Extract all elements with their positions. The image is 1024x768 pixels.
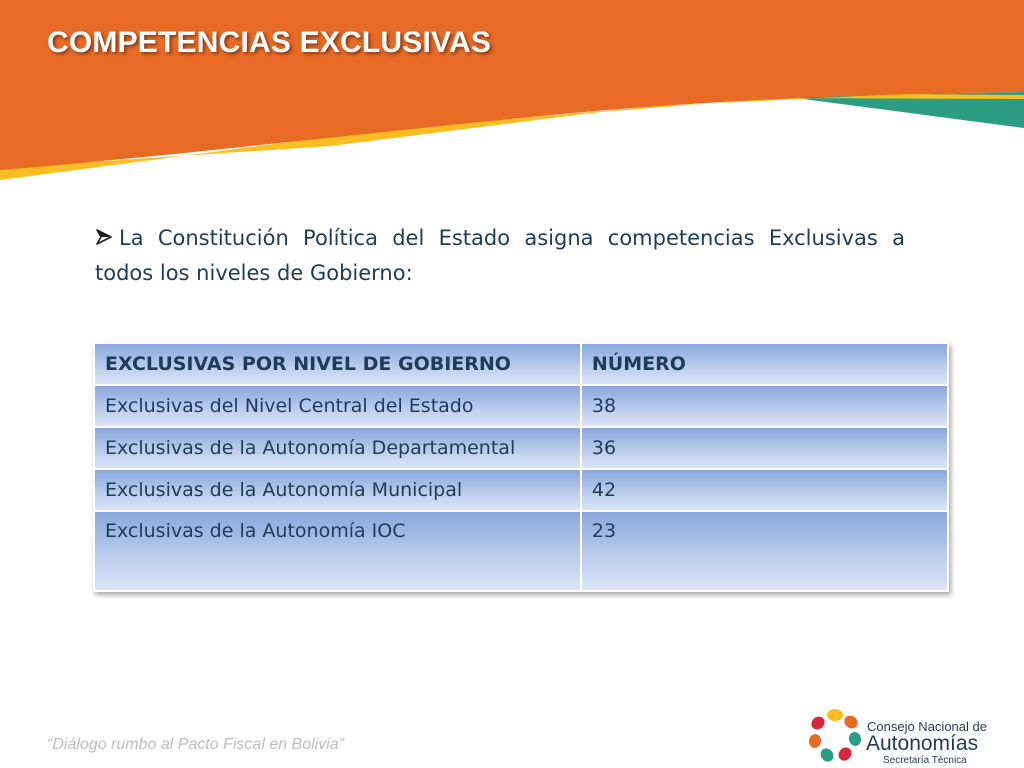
table-row (94, 469, 948, 511)
row-label: Exclusivas de la Autonomía IOC (94, 511, 581, 591)
table-header-row (94, 343, 948, 385)
table-row (94, 427, 948, 469)
row-value: 42 (581, 469, 948, 511)
table-row (94, 511, 948, 591)
row-value: 38 (581, 385, 948, 427)
slide-title: COMPETENCIAS EXCLUSIVAS (47, 26, 492, 59)
logo-text-line3: Secretaría Técnica (883, 755, 967, 766)
header-numero: NÚMERO (581, 343, 948, 385)
hands-circle-icon (806, 706, 864, 764)
competencias-table (93, 342, 949, 592)
consejo-logo (806, 706, 1006, 764)
footer-quote: “Diálogo rumbo al Pacto Fiscal en Bolivia” (47, 736, 345, 753)
logo-text-line2: Autonomías (866, 732, 979, 755)
logo-text-line1: Consejo Nacional de (867, 719, 987, 734)
header-nivel: EXCLUSIVAS POR NIVEL DE GOBIERNO (94, 343, 581, 385)
table-row (94, 385, 948, 427)
row-label: Exclusivas del Nivel Central del Estado (94, 385, 581, 427)
row-value: 23 (581, 511, 948, 591)
intro-bullet-text: La Constitución Política del Estado asigna competencias Exclusivas a todos los niveles de Gobierno: (95, 226, 905, 285)
arrow-bullet-icon (95, 228, 113, 246)
row-label: Exclusivas de la Autonomía Municipal (94, 469, 581, 511)
row-label: Exclusivas de la Autonomía Departamental (94, 427, 581, 469)
intro-bullet (95, 221, 905, 291)
row-value: 36 (581, 427, 948, 469)
